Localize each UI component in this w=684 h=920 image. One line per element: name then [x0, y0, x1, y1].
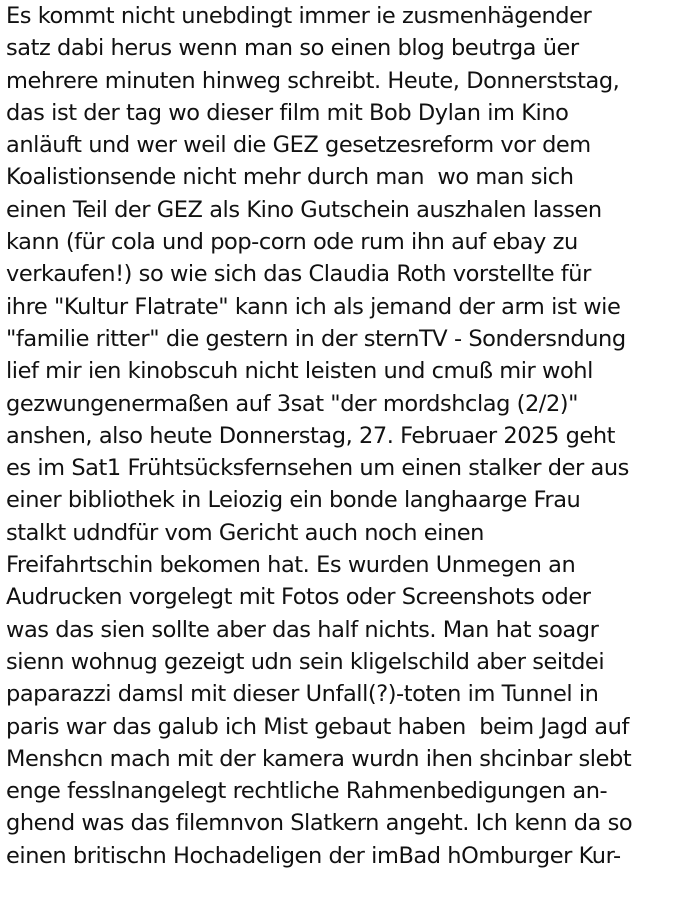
document-body	[6, 0, 682, 872]
text-line: stalkt udndfür vom Gericht auch noch einen	[6, 519, 484, 546]
text-line: es im Sat1 Frühtsücksfernsehen um einen stalker der aus	[6, 455, 629, 482]
text-line: gezwungenermaßen auf 3sat "der mordshclag (2/2)"	[6, 390, 579, 417]
text-line: Es kommt nicht unebdingt immer ie zusmenhägender	[6, 3, 592, 29]
text-line: das ist der tag wo dieser film mit Bob Dylan im Kino	[6, 99, 569, 126]
text-line: einer bibliothek in Leiozig ein bonde langhaarge Frau	[6, 487, 581, 514]
text-line: anshen, also heute Donnerstag, 27. Februaer 2025 geht	[6, 422, 616, 449]
text-line: einen britischn Hochadeligen der imBad hOmburger Kur-	[6, 842, 621, 869]
text-line: mehrere minuten hinweg schreibt. Heute, Donnerststag,	[6, 67, 620, 94]
text-line: Menshcn mach mit der kamera wurdn ihen shcinbar slebt	[6, 745, 632, 772]
text-line: ihre "Kultur Flatrate" kann ich als jemand der arm ist wie	[6, 293, 621, 320]
text-line: paris war das galub ich Mist gebaut haben beim Jagd auf	[6, 713, 629, 740]
text-line: anläuft und wer weil die GEZ gesetzesreform vor dem	[6, 132, 591, 159]
text-line: paparazzi damsl mit dieser Unfall(?)-toten im Tunnel in	[6, 681, 599, 708]
text-line: Freifahrtschin bekomen hat. Es wurden Unmegen an	[6, 552, 576, 579]
text-line: verkaufen!) so wie sich das Claudia Roth vorstellte für	[6, 261, 591, 288]
text-line: "familie ritter" die gestern in der sternTV - Sondersndung	[6, 325, 626, 352]
text-line: Koalistionsende nicht mehr durch man wo man sich	[6, 164, 574, 191]
text-line: enge fesslnangelegt rechtliche Rahmenbedigungen an-	[6, 778, 608, 805]
text-line: was das sien sollte aber das half nichts. Man hat soagr	[6, 616, 599, 643]
text-line: sienn wohnug gezeigt udn sein kligelschild aber seitdei	[6, 648, 605, 675]
text-line: einen Teil der GEZ als Kino Gutschein auszhalen lassen	[6, 196, 602, 223]
text-line: Audrucken vorgelegt mit Fotos oder Screenshots oder	[6, 584, 591, 611]
text-line: lief mir ien kinobscuh nicht leisten und cmuß mir wohl	[6, 358, 593, 385]
text-line: satz dabi herus wenn man so einen blog beutrga üer	[6, 35, 579, 62]
text-line: kann (für cola und pop-corn ode rum ihn auf ebay zu	[6, 229, 578, 256]
text-line: ghend was das filemnvon Slatkern angeht. Ich kenn da so	[6, 810, 633, 837]
